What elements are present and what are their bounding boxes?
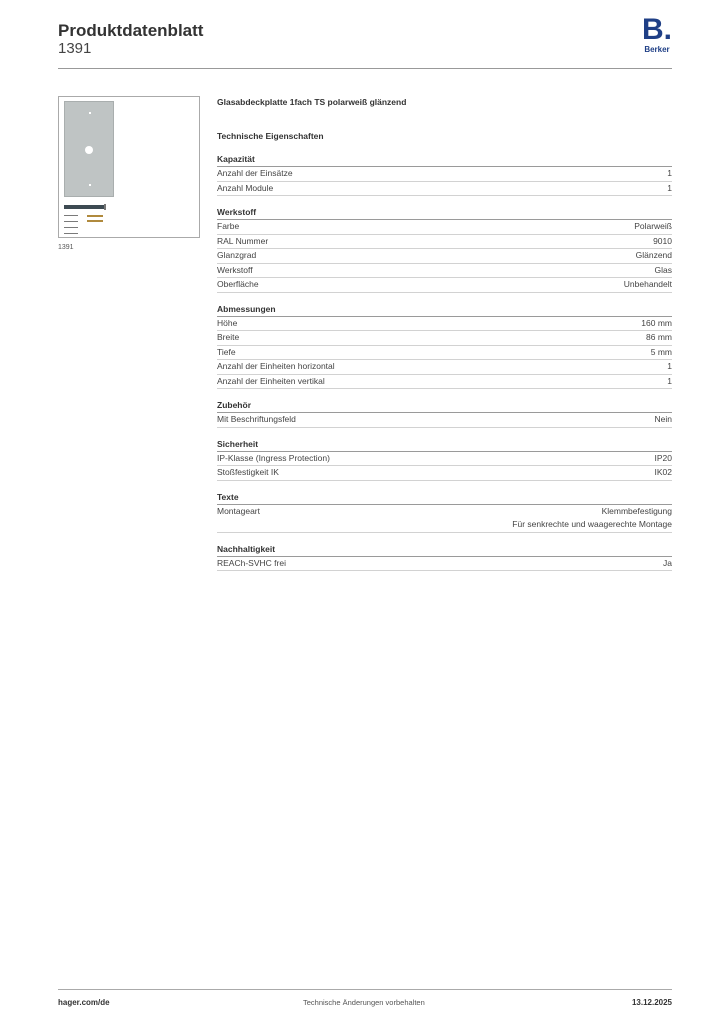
spec-row [217,264,672,279]
spec-value-line: Glänzend [635,250,672,260]
plate-side-view [64,205,104,209]
spec-label: Anzahl Module [217,182,274,193]
spec-value [636,249,672,263]
spec-value-line: IP20 [654,452,672,463]
footer-divider [58,989,672,990]
spec-value-line: 86 mm [646,332,672,342]
spec-section [217,399,672,428]
accessory-lines-image [64,215,78,239]
spec-value-line: 1 [667,182,672,193]
spec-label: Breite [217,332,240,342]
spec-row [217,557,672,572]
brand-logo [640,13,674,54]
spec-label: Farbe [217,221,240,231]
spec-label: RAL Nummer [217,235,269,246]
spec-row [217,220,672,235]
spec-value-line: Glas [654,264,672,275]
plate-dot-top [89,112,91,114]
plate-side-view-end [104,204,106,210]
image-caption: 1391 [58,244,74,251]
tech-heading: Technische Eigenschaften [217,131,324,141]
spec-value [655,264,672,278]
spec-label: Werkstoff [217,264,253,275]
spec-row [217,235,672,250]
spec-section [217,153,672,196]
glass-plate-image [64,101,114,197]
spec-row [217,331,672,346]
spec-row [217,375,672,390]
spec-value-line: IK02 [654,467,672,477]
header-divider [58,68,672,69]
spec-value [667,182,672,196]
spec-value [651,346,672,360]
spec-row [217,278,672,293]
spec-label: REACh-SVHC frei [217,557,286,568]
spec-sections [217,153,672,571]
spec-value [646,331,672,345]
spec-label: IP-Klasse (Ingress Protection) [217,452,330,463]
spec-value-line: 9010 [653,235,672,246]
spec-value-line: Ja [663,557,672,568]
spec-value [667,360,672,374]
spec-label: Mit Beschriftungsfeld [217,414,296,424]
logo-text: Berker [644,45,670,54]
spec-value [667,375,672,389]
spec-value [653,235,672,249]
spec-section [217,206,672,293]
section-title: Nachhaltigkeit [217,543,672,557]
spec-label: Anzahl der Einsätze [217,168,293,178]
spec-value [663,557,672,571]
section-title: Zubehör [217,399,672,413]
spec-row [217,505,672,533]
spec-value [655,466,673,480]
spec-value [624,278,672,292]
spec-value [512,505,672,532]
spec-value-line: Unbehandelt [623,279,672,289]
spec-value-line: Klemmbefestigung [601,505,672,516]
plate-dot-bottom [89,184,91,186]
spec-label: Glanzgrad [217,250,257,260]
spec-row [217,452,672,467]
footer-date: 13.12.2025 [631,998,672,1007]
plate-hole [85,146,93,154]
section-title: Sicherheit [217,438,672,452]
spec-value-line: 1 [667,375,672,386]
spec-value [641,317,672,331]
section-title: Kapazität [217,153,672,167]
footer-note: Technische Änderungen vorbehalten [303,998,425,1007]
spec-value-line: Für senkrechte und waagerechte Montage [512,519,672,529]
spec-row [217,360,672,375]
spec-row [217,182,672,197]
spec-section [217,438,672,481]
product-number: 1391 [58,40,92,57]
spec-value [655,413,672,427]
footer-link[interactable]: hager.com/de [58,998,110,1007]
spec-value [667,167,672,181]
spec-value-line: Polarweiß [634,221,672,231]
spec-label: Höhe [217,317,238,328]
spec-row [217,249,672,264]
spec-value-line: 1 [667,361,672,371]
spec-section [217,491,672,533]
logo-letter: B. [642,13,672,46]
spec-section [217,303,672,390]
product-image-frame [58,96,200,238]
spec-value [655,452,673,466]
spec-row [217,167,672,182]
spec-label: Stoßfestigkeit IK [217,467,279,477]
spec-value-line: 5 mm [650,346,672,357]
section-title: Texte [217,491,672,505]
spec-content [217,93,672,571]
spec-value [634,220,672,234]
section-title: Abmessungen [217,303,672,317]
spec-row [217,466,672,481]
spec-value-line: 160 mm [641,317,672,328]
spec-label: Tiefe [217,346,236,357]
spec-label: Montageart [217,505,260,516]
spec-label: Anzahl der Einheiten vertikal [217,375,325,386]
page-title: Produktdatenblatt [58,21,204,40]
spec-row [217,317,672,332]
product-name: Glasabdeckplatte 1fach TS polarweiß glänzend [217,97,407,107]
spec-row [217,413,672,428]
spec-label: Oberfläche [217,279,259,289]
spec-section [217,543,672,572]
section-title: Werkstoff [217,206,672,220]
screws-image [87,215,103,225]
spec-label: Anzahl der Einheiten horizontal [217,361,335,371]
spec-value-line: 1 [667,168,672,178]
spec-row [217,346,672,361]
spec-value-line: Nein [654,414,672,424]
